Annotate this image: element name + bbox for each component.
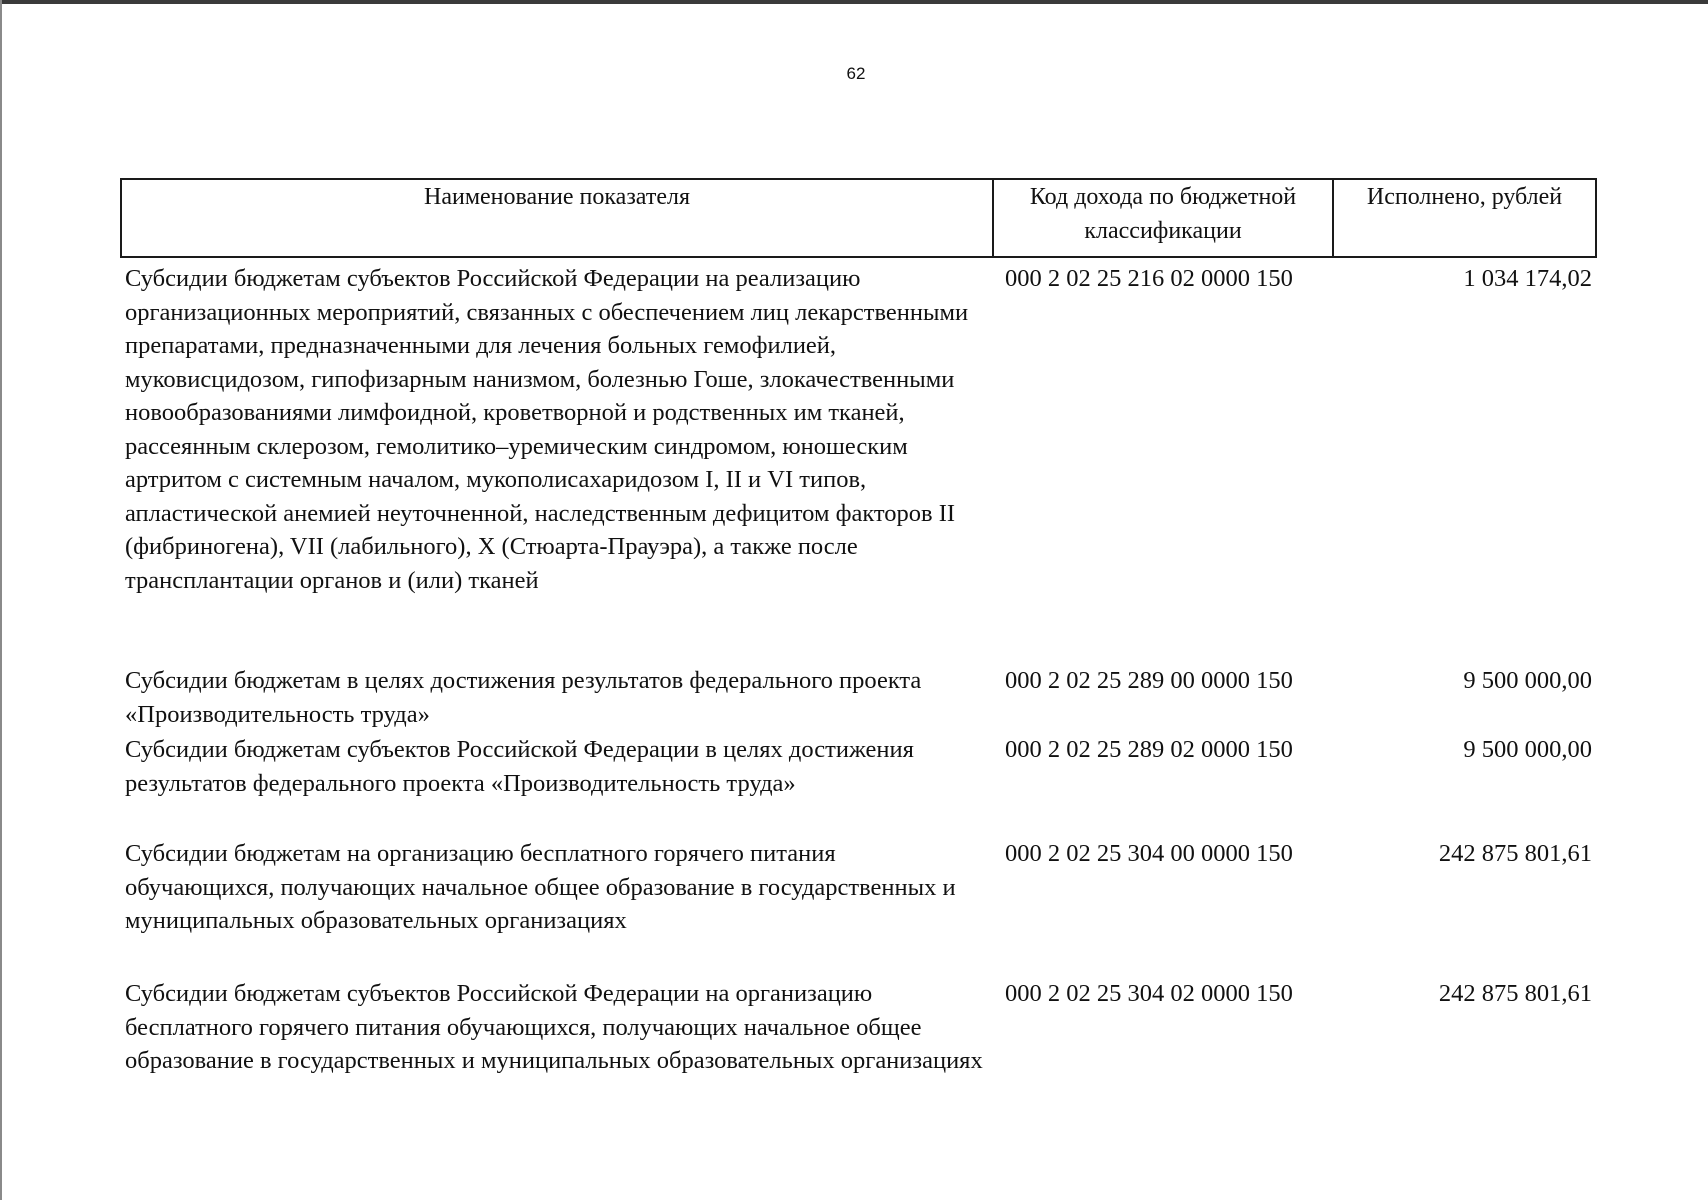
executed-amount-cell: 242 875 801,61 bbox=[1438, 840, 1592, 867]
table-row bbox=[121, 733, 1596, 837]
page-number: 62 bbox=[846, 64, 866, 83]
header-indicator-name: Наименование показателя bbox=[121, 179, 993, 257]
table-row bbox=[121, 257, 1596, 664]
header-income-code: Код дохода по бюджетной классификации bbox=[993, 179, 1333, 257]
executed-amount-cell: 9 500 000,00 bbox=[1463, 667, 1592, 694]
table-row bbox=[121, 977, 1596, 1111]
scan-edge-left bbox=[0, 0, 2, 1200]
executed-amount-cell: 242 875 801,61 bbox=[1438, 980, 1592, 1007]
indicator-name-cell: Субсидии бюджетам субъектов Российской Федерации на реализацию организационных мероприятий, связанных с обеспечением лиц лекарственными препаратами, предназначенными для лечения больных гемофилией, муковисцидозом, гипофизарным нанизмом, болезнью Гоше, злокачественными новообразованиями лимфоидной, кроветворной и родственных им тканей, рассеянным склерозом, гемолитико–уремическим синдромом, юношеским артритом с системным началом, мукополисахаридозом I, II и VI типов, апластической анемией неуточненной, наследственным дефицитом факторов II (фибриногена), VII (лабильного), X (Стюарта-Прауэра), а также после трансплантации органов и (или) тканей bbox=[125, 265, 969, 594]
indicator-name-cell: Субсидии бюджетам на организацию бесплатного горячего питания обучающихся, получающих начальное общее образование в государственных и муниципальных образовательных организациях bbox=[125, 840, 956, 934]
budget-report-table bbox=[120, 178, 1597, 1111]
executed-amount-cell: 1 034 174,02 bbox=[1463, 265, 1592, 292]
income-code-cell: 000 2 02 25 216 02 0000 150 bbox=[1005, 265, 1293, 292]
income-code-cell: 000 2 02 25 304 00 0000 150 bbox=[1005, 840, 1293, 867]
indicator-name-cell: Субсидии бюджетам в целях достижения результатов федерального проекта «Производительность труда» bbox=[125, 667, 922, 728]
table-row bbox=[121, 664, 1596, 733]
table-header bbox=[121, 179, 1596, 257]
income-code-cell: 000 2 02 25 304 02 0000 150 bbox=[1005, 980, 1293, 1007]
table-body bbox=[121, 257, 1596, 1111]
header-row bbox=[121, 179, 1596, 257]
table-row bbox=[121, 837, 1596, 977]
indicator-name-cell: Субсидии бюджетам субъектов Российской Федерации на организацию бесплатного горячего питания обучающихся, получающих начальное общее образование в государственных и муниципальных образовательных организациях bbox=[125, 980, 983, 1074]
income-code-cell: 000 2 02 25 289 02 0000 150 bbox=[1005, 736, 1293, 763]
header-executed-amount: Исполнено, рублей bbox=[1333, 179, 1596, 257]
executed-amount-cell: 9 500 000,00 bbox=[1463, 736, 1592, 763]
indicator-name-cell: Субсидии бюджетам субъектов Российской Федерации в целях достижения результатов федерального проекта «Производительность труда» bbox=[125, 736, 914, 797]
income-code-cell: 000 2 02 25 289 00 0000 150 bbox=[1005, 667, 1293, 694]
scan-edge-top bbox=[0, 0, 1708, 4]
